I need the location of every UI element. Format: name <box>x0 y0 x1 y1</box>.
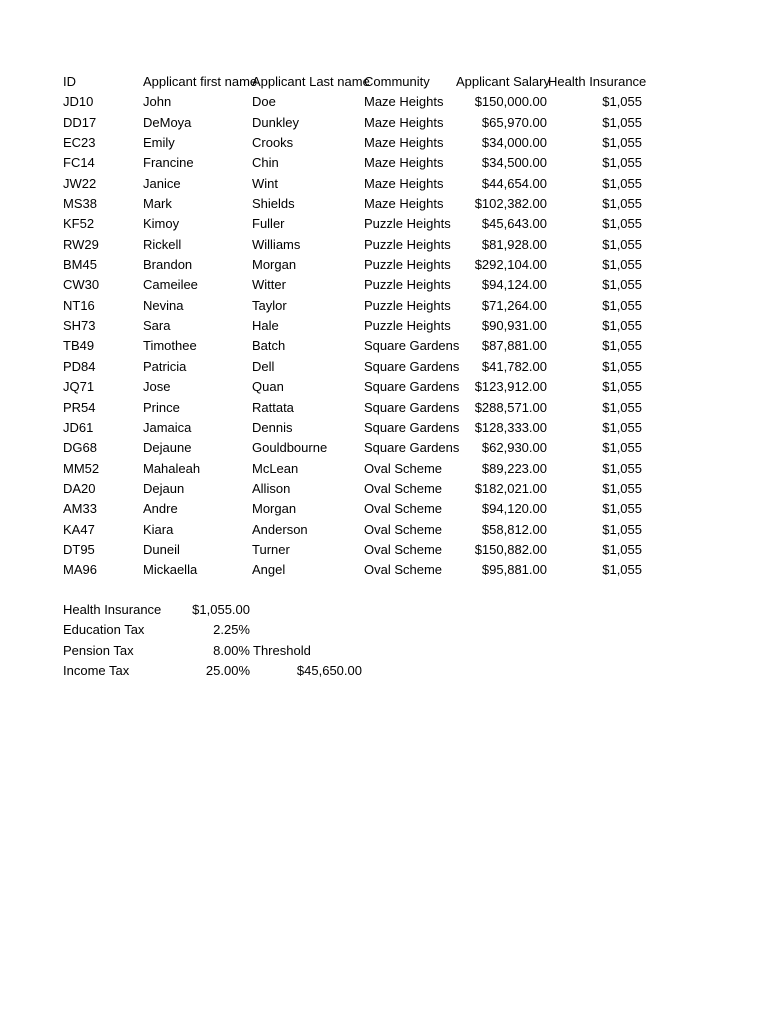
cell-health-insurance[interactable]: $1,055 <box>602 257 642 273</box>
table-row <box>63 113 663 133</box>
cell-first-name[interactable]: Kimoy <box>143 216 180 232</box>
cell-first-name[interactable]: Rickell <box>143 236 182 252</box>
cell-id[interactable]: EC23 <box>63 135 96 151</box>
table-row <box>63 153 663 173</box>
cell-community[interactable]: Square Gardens <box>364 358 460 374</box>
cell-last-name[interactable]: Dennis <box>252 419 293 435</box>
cell-community[interactable]: Maze Heights <box>364 175 444 191</box>
cell-last-name[interactable]: Rattata <box>252 399 294 415</box>
cell-first-name[interactable]: Mark <box>143 196 172 212</box>
cell-salary[interactable]: $65,970.00 <box>481 114 547 130</box>
table-row <box>63 398 663 418</box>
cell-first-name[interactable]: Jamaica <box>143 419 192 435</box>
cell-id[interactable]: TB49 <box>63 338 95 354</box>
cell-id[interactable]: AM33 <box>63 501 97 517</box>
cell-salary[interactable]: $89,223.00 <box>481 460 547 476</box>
cell-community[interactable]: Maze Heights <box>364 135 444 151</box>
cell-first-name[interactable]: Jose <box>143 379 171 395</box>
cell-first-name[interactable]: Timothee <box>143 338 197 354</box>
cell-first-name[interactable]: Brandon <box>143 257 193 273</box>
header-id[interactable]: ID <box>63 74 76 89</box>
cell-community[interactable]: Square Gardens <box>364 399 460 415</box>
table-row <box>63 214 663 234</box>
cell-last-name[interactable]: Hale <box>252 318 279 334</box>
cell-salary[interactable]: $150,000.00 <box>474 94 547 110</box>
cell-last-name[interactable]: Taylor <box>252 297 287 313</box>
cell-community[interactable]: Puzzle Heights <box>364 318 451 334</box>
cell-salary[interactable]: $150,882.00 <box>474 541 547 557</box>
param-row-education <box>63 620 383 640</box>
cell-health-insurance[interactable]: $1,055 <box>602 318 642 334</box>
cell-salary[interactable]: $34,000.00 <box>481 135 547 151</box>
table-body <box>63 92 663 580</box>
cell-salary[interactable]: $90,931.00 <box>481 318 547 334</box>
cell-community[interactable]: Square Gardens <box>364 379 460 395</box>
table-row <box>63 316 663 336</box>
cell-id[interactable]: KF52 <box>63 216 95 232</box>
tax-parameters <box>63 600 383 681</box>
cell-salary[interactable]: $94,124.00 <box>481 277 547 293</box>
table-row <box>63 133 663 153</box>
cell-id[interactable]: JW22 <box>63 175 97 191</box>
header-last-name[interactable]: Applicant Last name <box>252 74 370 89</box>
cell-health-insurance[interactable]: $1,055 <box>602 114 642 130</box>
cell-community[interactable]: Oval Scheme <box>364 501 443 517</box>
param-threshold-label[interactable]: Threshold <box>253 642 311 658</box>
table-row <box>63 235 663 255</box>
cell-salary[interactable]: $128,333.00 <box>474 419 547 435</box>
cell-first-name[interactable]: Dejaun <box>143 480 185 496</box>
param-label[interactable]: Health Insurance <box>63 602 162 617</box>
cell-community[interactable]: Puzzle Heights <box>364 257 451 273</box>
cell-first-name[interactable]: Cameilee <box>143 277 198 293</box>
cell-salary[interactable]: $94,120.00 <box>481 501 547 517</box>
cell-id[interactable]: RW29 <box>63 236 99 252</box>
cell-salary[interactable]: $44,654.00 <box>481 175 547 191</box>
cell-last-name[interactable]: Chin <box>252 155 279 171</box>
cell-community[interactable]: Maze Heights <box>364 114 444 130</box>
cell-first-name[interactable]: Prince <box>143 399 180 415</box>
header-community[interactable]: Community <box>364 74 430 89</box>
table-row <box>63 438 663 458</box>
applicant-table <box>63 72 663 581</box>
cell-salary[interactable]: $87,881.00 <box>481 338 547 354</box>
cell-id[interactable]: DG68 <box>63 440 97 456</box>
param-row-pension <box>63 641 383 661</box>
param-label[interactable]: Income Tax <box>63 663 130 679</box>
cell-id[interactable]: DA20 <box>63 480 96 496</box>
cell-id[interactable]: FC14 <box>63 155 95 171</box>
cell-health-insurance[interactable]: $1,055 <box>602 338 642 354</box>
cell-salary[interactable]: $34,500.00 <box>481 155 547 171</box>
cell-health-insurance[interactable]: $1,055 <box>602 480 642 496</box>
cell-last-name[interactable]: Dunkley <box>252 114 299 130</box>
cell-salary[interactable]: $62,930.00 <box>481 440 547 456</box>
cell-id[interactable]: MA96 <box>63 562 97 578</box>
table-header-row <box>63 72 663 92</box>
header-health-insurance[interactable]: Health Insurance <box>548 74 647 89</box>
cell-first-name[interactable]: Duneil <box>143 541 180 557</box>
table-row <box>63 92 663 112</box>
cell-health-insurance[interactable]: $1,055 <box>602 460 642 476</box>
param-value[interactable]: 25.00% <box>205 663 250 679</box>
param-row-health <box>63 600 383 620</box>
cell-last-name[interactable]: Doe <box>252 94 276 110</box>
cell-id[interactable]: BM45 <box>63 257 97 273</box>
cell-last-name[interactable]: Morgan <box>252 501 297 517</box>
cell-health-insurance[interactable]: $1,055 <box>602 297 642 313</box>
cell-first-name[interactable]: Mahaleah <box>143 460 201 476</box>
cell-community[interactable]: Square Gardens <box>364 338 460 354</box>
cell-id[interactable]: KA47 <box>63 521 95 537</box>
param-label[interactable]: Education Tax <box>63 622 145 638</box>
cell-id[interactable]: SH73 <box>63 318 96 334</box>
cell-community[interactable]: Oval Scheme <box>364 480 443 496</box>
cell-health-insurance[interactable]: $1,055 <box>602 175 642 191</box>
cell-last-name[interactable]: Wint <box>252 175 278 191</box>
cell-id[interactable]: PR54 <box>63 399 96 415</box>
cell-last-name[interactable]: Dell <box>252 358 275 374</box>
cell-salary[interactable]: $102,382.00 <box>474 196 547 212</box>
table-row <box>63 499 663 519</box>
cell-community[interactable]: Square Gardens <box>364 419 460 435</box>
cell-health-insurance[interactable]: $1,055 <box>602 94 642 110</box>
param-value[interactable]: $1,055.00 <box>192 602 250 617</box>
cell-last-name[interactable]: Morgan <box>252 257 297 273</box>
cell-salary[interactable]: $95,881.00 <box>481 562 547 578</box>
table-row <box>63 560 663 580</box>
table-row <box>63 520 663 540</box>
param-value[interactable]: 2.25% <box>213 622 250 638</box>
cell-last-name[interactable]: Turner <box>252 541 290 557</box>
cell-first-name[interactable]: Sara <box>143 318 171 334</box>
table-row <box>63 377 663 397</box>
cell-id[interactable]: MM52 <box>63 460 100 476</box>
cell-salary[interactable]: $41,782.00 <box>481 358 547 374</box>
cell-salary[interactable]: $45,643.00 <box>481 216 547 232</box>
cell-health-insurance[interactable]: $1,055 <box>602 521 642 537</box>
cell-first-name[interactable]: Mickaella <box>143 562 198 578</box>
cell-health-insurance[interactable]: $1,055 <box>602 379 642 395</box>
cell-community[interactable]: Maze Heights <box>364 196 444 212</box>
param-threshold-value[interactable]: $45,650.00 <box>296 663 362 679</box>
cell-community[interactable]: Square Gardens <box>364 440 460 456</box>
cell-id[interactable]: PD84 <box>63 358 96 374</box>
cell-id[interactable]: JD10 <box>63 94 94 110</box>
table-row <box>63 336 663 356</box>
table-row <box>63 459 663 479</box>
cell-health-insurance[interactable]: $1,055 <box>602 135 642 151</box>
cell-community[interactable]: Oval Scheme <box>364 562 443 578</box>
cell-health-insurance[interactable]: $1,055 <box>602 277 642 293</box>
cell-id[interactable]: DT95 <box>63 541 95 557</box>
cell-last-name[interactable]: Quan <box>252 379 284 395</box>
cell-id[interactable]: CW30 <box>63 277 100 293</box>
table-row <box>63 418 663 438</box>
cell-health-insurance[interactable]: $1,055 <box>602 501 642 517</box>
table-row <box>63 275 663 295</box>
table-row <box>63 357 663 377</box>
cell-community[interactable]: Oval Scheme <box>364 460 443 476</box>
table-row <box>63 479 663 499</box>
cell-health-insurance[interactable]: $1,055 <box>602 541 642 557</box>
cell-last-name[interactable]: Williams <box>252 236 301 252</box>
param-row-income <box>63 661 383 681</box>
cell-first-name[interactable]: Patricia <box>143 358 187 374</box>
cell-last-name[interactable]: Allison <box>252 480 291 496</box>
param-value[interactable]: 8.00% <box>213 642 250 658</box>
cell-id[interactable]: DD17 <box>63 114 97 130</box>
cell-first-name[interactable]: DeMoya <box>143 114 192 130</box>
cell-first-name[interactable]: Kiara <box>143 521 174 537</box>
cell-health-insurance[interactable]: $1,055 <box>602 399 642 415</box>
cell-community[interactable]: Puzzle Heights <box>364 277 451 293</box>
cell-community[interactable]: Maze Heights <box>364 94 444 110</box>
cell-health-insurance[interactable]: $1,055 <box>602 358 642 374</box>
header-salary[interactable]: Applicant Salary <box>456 74 550 89</box>
cell-salary[interactable]: $71,264.00 <box>481 297 547 313</box>
cell-first-name[interactable]: Dejaune <box>143 440 192 456</box>
cell-last-name[interactable]: Batch <box>252 338 286 354</box>
cell-health-insurance[interactable]: $1,055 <box>602 562 642 578</box>
cell-community[interactable]: Maze Heights <box>364 155 444 171</box>
cell-salary[interactable]: $288,571.00 <box>474 399 547 415</box>
cell-health-insurance[interactable]: $1,055 <box>602 419 642 435</box>
cell-id[interactable]: NT16 <box>63 297 95 313</box>
cell-last-name[interactable]: McLean <box>252 460 299 476</box>
cell-health-insurance[interactable]: $1,055 <box>602 196 642 212</box>
cell-last-name[interactable]: Witter <box>252 277 286 293</box>
table-row <box>63 255 663 275</box>
table-row <box>63 194 663 214</box>
cell-first-name[interactable]: Janice <box>143 175 181 191</box>
cell-health-insurance[interactable]: $1,055 <box>602 216 642 232</box>
cell-first-name[interactable]: Emily <box>143 135 175 151</box>
cell-first-name[interactable]: Francine <box>143 155 194 171</box>
cell-community[interactable]: Puzzle Heights <box>364 297 451 313</box>
table-row <box>63 296 663 316</box>
cell-salary[interactable]: $182,021.00 <box>474 480 547 496</box>
cell-last-name[interactable]: Gouldbourne <box>252 440 328 456</box>
cell-last-name[interactable]: Shields <box>252 196 295 212</box>
cell-salary[interactable]: $292,104.00 <box>474 257 547 273</box>
cell-salary[interactable]: $58,812.00 <box>481 521 547 537</box>
header-first-name[interactable]: Applicant first name <box>143 74 258 89</box>
cell-last-name[interactable]: Anderson <box>252 521 308 537</box>
cell-health-insurance[interactable]: $1,055 <box>602 440 642 456</box>
cell-last-name[interactable]: Angel <box>252 562 286 578</box>
cell-id[interactable]: MS38 <box>63 196 97 212</box>
cell-community[interactable]: Puzzle Heights <box>364 236 451 252</box>
cell-first-name[interactable]: Andre <box>143 501 178 517</box>
cell-community[interactable]: Oval Scheme <box>364 521 443 537</box>
cell-health-insurance[interactable]: $1,055 <box>602 236 642 252</box>
table-row <box>63 540 663 560</box>
cell-salary[interactable]: $81,928.00 <box>481 236 547 252</box>
cell-id[interactable]: JQ71 <box>63 379 95 395</box>
cell-community[interactable]: Puzzle Heights <box>364 216 451 232</box>
cell-health-insurance[interactable]: $1,055 <box>602 155 642 171</box>
cell-salary[interactable]: $123,912.00 <box>474 379 547 395</box>
cell-first-name[interactable]: Nevina <box>143 297 184 313</box>
cell-community[interactable]: Oval Scheme <box>364 541 443 557</box>
cell-first-name[interactable]: John <box>143 94 172 110</box>
cell-id[interactable]: JD61 <box>63 419 94 435</box>
cell-last-name[interactable]: Fuller <box>252 216 285 232</box>
param-label[interactable]: Pension Tax <box>63 642 134 658</box>
table-row <box>63 174 663 194</box>
cell-last-name[interactable]: Crooks <box>252 135 294 151</box>
